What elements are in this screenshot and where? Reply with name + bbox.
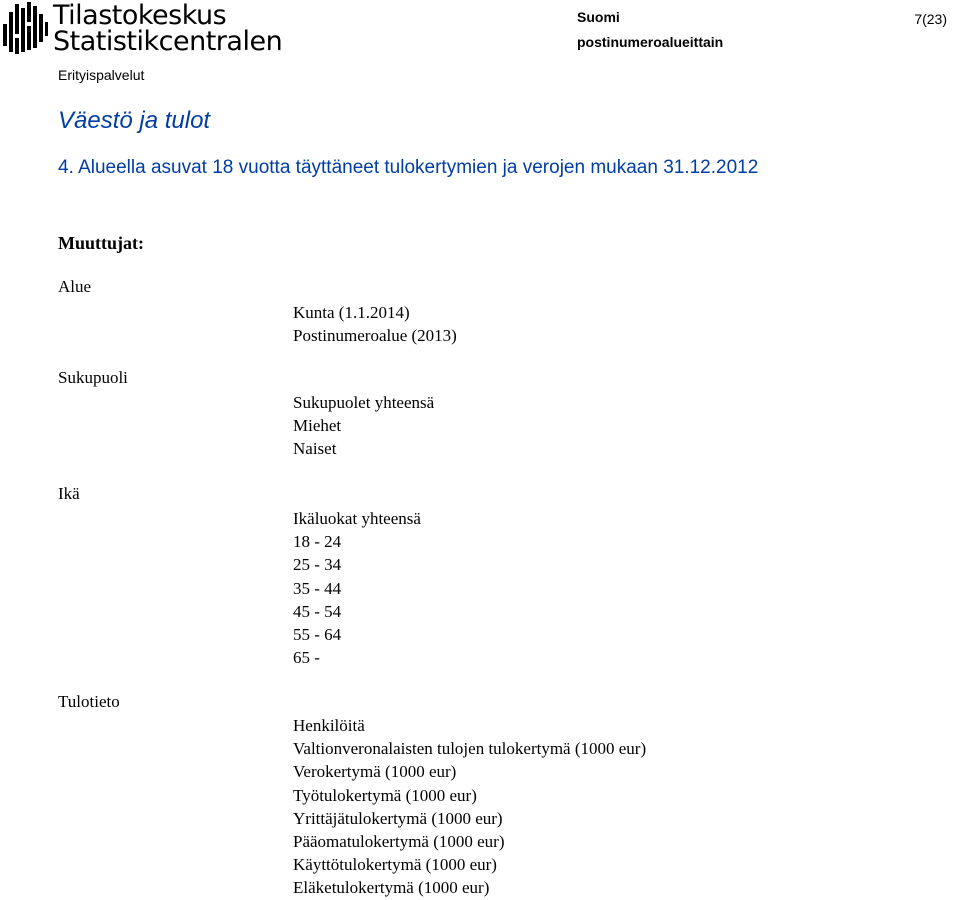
variable-value: 18 - 24 bbox=[293, 532, 342, 552]
variable-value: Sukupuolet yhteensä bbox=[293, 393, 435, 412]
variable-value: Postinumeroalue (2013) bbox=[293, 326, 457, 346]
variable-label-tulotieto: Tulotieto bbox=[58, 692, 120, 711]
header-subtitle: postinumeroalueittain bbox=[577, 34, 724, 50]
header-language: Suomi bbox=[577, 9, 620, 25]
variable-value: Naiset bbox=[293, 439, 337, 459]
page-number: 7(23) bbox=[914, 11, 947, 27]
variable-value: Työtulokertymä (1000 eur) bbox=[293, 785, 477, 805]
variable-value: Ikäluokat yhteensä bbox=[293, 509, 421, 528]
tilastokeskus-logo bbox=[3, 0, 283, 57]
variables-heading: Muuttujat: bbox=[58, 233, 144, 253]
variable-values-ika bbox=[293, 507, 421, 669]
variable-value: Yrittäjätulokertymä (1000 eur) bbox=[293, 808, 503, 828]
variable-value: Miehet bbox=[293, 416, 342, 436]
variable-value: 45 - 54 bbox=[293, 601, 342, 621]
variable-value: 65 - bbox=[293, 648, 320, 668]
variable-values-alue bbox=[293, 301, 457, 347]
unit-name: Erityispalvelut bbox=[58, 67, 145, 83]
variable-value: Henkilöitä bbox=[293, 716, 365, 735]
logo-text-swedish: Statistikcentralen bbox=[53, 26, 283, 57]
logo-text-finnish: Tilastokeskus bbox=[53, 0, 227, 31]
table-title: 4. Alueella asuvat 18 vuotta täyttäneet tulokertymien ja verojen mukaan 31.12.2012 bbox=[58, 157, 759, 178]
variable-label-alue: Alue bbox=[58, 277, 92, 296]
variable-label-sukupuoli: Sukupuoli bbox=[58, 368, 128, 387]
variable-value: Valtionveronalaisten tulojen tulokertymä (1000 eur) bbox=[293, 739, 647, 759]
variable-value: 35 - 44 bbox=[293, 578, 342, 598]
variable-value: 55 - 64 bbox=[293, 625, 342, 645]
variable-value: Verokertymä (1000 eur) bbox=[293, 762, 457, 782]
tilastokeskus-logo-icon bbox=[3, 2, 49, 56]
section-title: Väestö ja tulot bbox=[58, 107, 211, 134]
variable-values-sukupuoli bbox=[293, 391, 434, 461]
variable-value: Eläketulokertymä (1000 eur) bbox=[293, 878, 490, 898]
variable-value: 25 - 34 bbox=[293, 555, 342, 575]
variable-value: Pääomatulokertymä (1000 eur) bbox=[293, 832, 505, 852]
variable-value: Kunta (1.1.2014) bbox=[293, 303, 410, 322]
variable-value: Käyttötulokertymä (1000 eur) bbox=[293, 855, 497, 875]
variable-values-tulotieto bbox=[293, 714, 646, 900]
variable-label-ika: Ikä bbox=[58, 484, 80, 503]
